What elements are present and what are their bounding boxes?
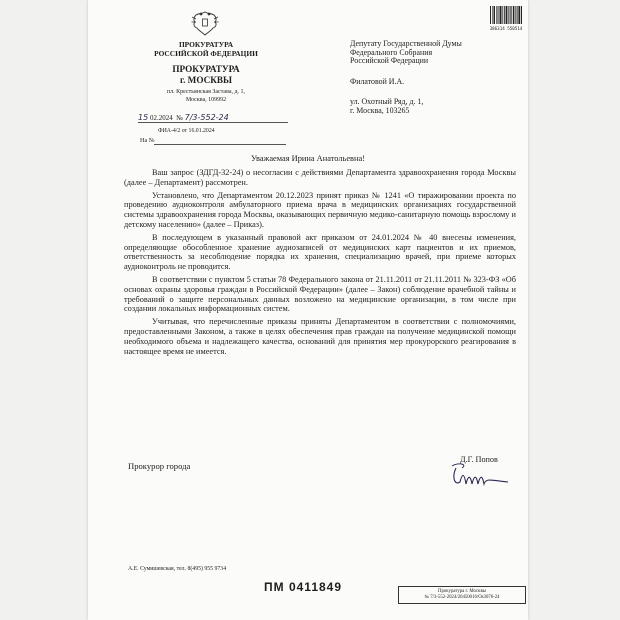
recipient-address-1: ул. Охотный Ряд, д. 1, (350, 97, 424, 107)
organization-address (128, 88, 284, 104)
recipient-block (350, 40, 520, 116)
recipient-line-3: Российской Федерации (350, 56, 429, 66)
address-line-2: Москва, 109992 (185, 97, 227, 103)
address-line-1: пл. Крестьянская Застава, д. 1, (166, 89, 246, 95)
paragraph-5: Учитывая, что перечисленные приказы приняты Департаментом в соответствии с полномочиями, предоставленными Законом, а также в целях обеспечения прав граждан на получение медицинской помощи необходимого объема и надлежащего качества, оснований для принятия мер прокурорского реагирования в настоящее время не имеется. (124, 317, 516, 356)
in-reply-label: На № (140, 137, 155, 144)
letter-body (124, 168, 516, 359)
org-line-1: ПРОКУРАТУРА (178, 40, 234, 49)
outgoing-number: 7/3-552-24 (184, 113, 229, 122)
reference-number: ФИА-4/2 от 16.01.2024 (158, 128, 215, 134)
handwritten-signature (448, 462, 520, 492)
org-line-4: г. МОСКВЫ (179, 75, 233, 85)
paragraph-2: Установлено, что Департаментом 20.12.2023 принят приказ № 1241 «О тиражировании проекта по проведению аудиоконтроля амбулаторного приема врача в медицинских организациях государственной системы здравоохранения города Москвы, оказывающих первичную медико-санитарную помощь взрослому и детскому населению» (далее – Приказ). (124, 190, 516, 229)
signer-position: Прокурор города (128, 461, 191, 471)
org-line-2: РОССИЙСКОЙ ФЕДЕРАЦИИ (154, 49, 258, 58)
date-underline (138, 122, 288, 123)
in-reply-underline (154, 144, 286, 145)
stamp-line-1: Прокуратура г. Москвы (438, 589, 486, 594)
executor-contact: А.Е. Сумишевская, тел. 8(495) 955 9734 (128, 566, 227, 572)
number-sign: № (176, 114, 183, 122)
recipient-line-1: Депутату Государственной Думы (350, 39, 462, 48)
registration-stamp (398, 586, 526, 604)
barcode-number: 386314 550514 (489, 26, 523, 31)
paragraph-1: Ваш запрос (ЗДГД-32-24) о несогласии с действиями Департамента здравоохранения города Москвы (далее – Департамент) рассмотрен. (124, 168, 516, 187)
barcode-icon (490, 6, 522, 24)
org-line-3: ПРОКУРАТУРА (172, 64, 240, 74)
organization-name (128, 40, 284, 58)
recipient-line-2: Федерального Собрания (350, 47, 433, 57)
paragraph-4: В соответствии с пунктом 5 статьи 78 Федерального закона от 21.11.2011 от 21.11.2011 № 323-ФЗ «Об основах охраны здоровья граждан в Российской Федерации» (далее – Закон) соблюдение врачебной тайны и требований о защите персональных данных возложено на медицинские организации, в том числе при создании локальных информационных систем. (124, 274, 516, 314)
recipient-address-2: г. Москва, 103265 (350, 105, 410, 115)
organization-city (128, 64, 284, 86)
form-number: ПМ 0411849 (264, 580, 343, 594)
recipient-name: Филатовой И.А. (350, 76, 405, 86)
stamp-line-2: № 7/3-552-2024/20450016/Os3076-24 (424, 595, 500, 600)
salutation: Уважаемая Ирина Анатольевна! (251, 154, 365, 163)
document-page (88, 0, 528, 620)
signer-name: Д.Г. Попов (460, 455, 498, 464)
coat-of-arms-icon (190, 8, 220, 38)
date-value: 02.2024 (149, 114, 173, 122)
date-day: 15 (138, 113, 149, 122)
paragraph-3: В последующем в указанный правовой акт приказом от 24.01.2024 № 40 внесены изменения, определяющие обособленное хранение аудиозаписей от медицинских карт пациентов и их приемов, ответственность за несоблюдение порядка их хранения, специализацию врачей, при приеме которых аудиоконтроль не проводится. (124, 232, 516, 272)
date-number-line (138, 113, 229, 122)
